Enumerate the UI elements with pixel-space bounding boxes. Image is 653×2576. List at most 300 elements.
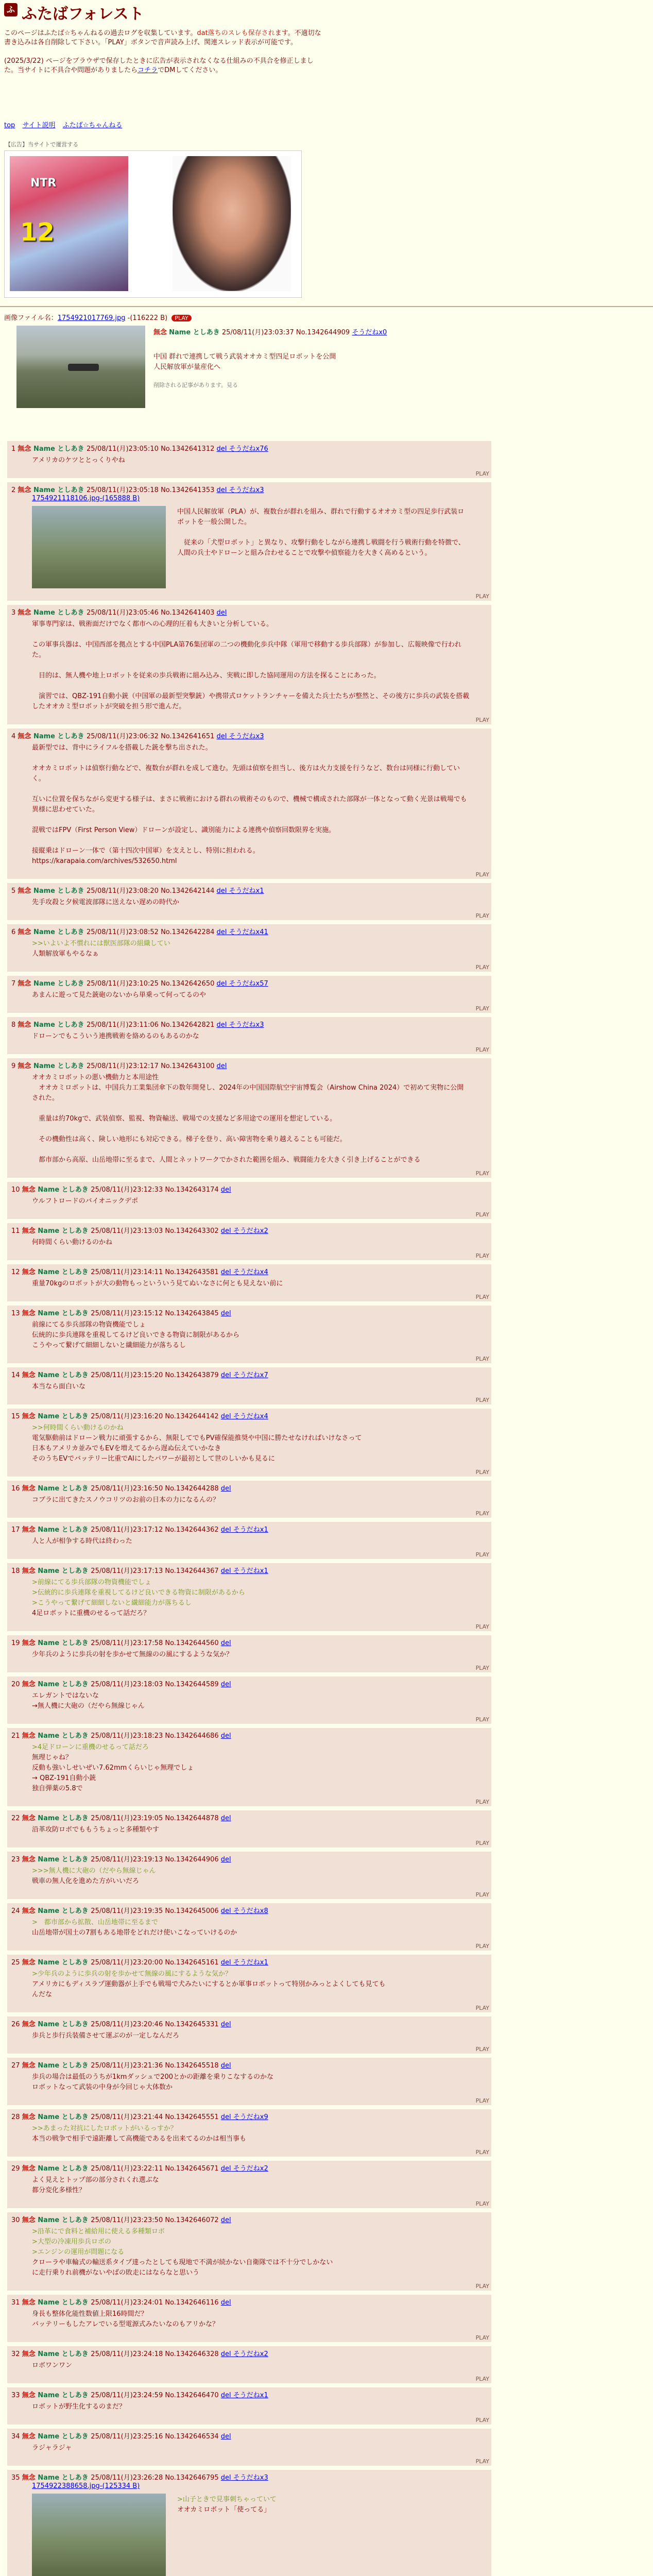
post-text: 軍事専門家は、戦術面だけでなく都市への心理的圧着も大きいと分析している。 この軍事兵器は、中国西部を拠点とする中国PLA第76集団軍の二つの機動化歩兵中隊（軍用で移動する歩兵部隊）が参加し、広報映像で行われた。 目的は、無人機や地上ロボットを従来の歩兵戦術に組み込み、実戦に即した協同運用の方法を探ることにあった。 演習では、QBZ-191自動小銃（中国軍の最新型突撃銃）や携帯式ロケットランチャーを備えた兵士たちが整然と、その後方に歩兵の武装を搭載したオオカミ型ロボットが突破を担う形で進んだ。 [32, 620, 470, 710]
post-index: 33 [11, 2392, 22, 2399]
del-link[interactable]: del [220, 1959, 231, 1967]
post-text: 先手攻殺と夕候電波部隊に送えない遅めの時代か [32, 899, 180, 906]
post-index: 10 [11, 1186, 22, 1194]
post-name: Name としあき [38, 2350, 91, 2358]
post-text: アメリカのケツととっくりやね [32, 456, 125, 464]
sodane-button[interactable]: そうだねx57 [227, 980, 268, 988]
sodane-button[interactable]: そうだねx1 [231, 1567, 268, 1575]
post-header [11, 2214, 231, 2224]
post-text: オオカミロボットの悪い機動力と本用途性 オオカミロボットは、中国兵力工業集団傘下の数年開発し、2024年の中国国際航空宇宙博覧会（Airshow China 2024）で初めて実物に公開された。 重量は約70kgで、武装偵察、監視、物資輸送、戦場での支援など多用途での運用を想定している。 その機動性は高く、険しい地形にも対応できる。梯子を登り、高い障害物を乗り越えることも可能だ。 都市部から高原、山岳地帯に至るまで、人間とネットワークでかされた範囲を組み、戦闘能力を大きく引き上げることができる [32, 1074, 464, 1164]
op-post [4, 312, 649, 436]
post-name: Name としあき [38, 1732, 91, 1740]
post-date: 25/08/11(月)23:05:10 No.1342641312 [87, 445, 217, 453]
post-file-line [32, 2482, 140, 2490]
post-play-button[interactable]: PLAY [475, 2005, 489, 2011]
post-play-button[interactable]: PLAY [475, 1397, 489, 1403]
post-text: ロボットが野生化するのまだ？ [32, 2403, 126, 2411]
top-nav [4, 120, 127, 129]
post-thumbnail[interactable] [32, 2494, 166, 2576]
post-title: 無念 [22, 1815, 38, 1822]
post-body [32, 1742, 470, 1794]
post-text: 何時間くらい動けるのかね [32, 1239, 113, 1246]
post-index: 26 [11, 2021, 22, 2028]
post-quote: >>>無人機に大砲の（だやら無線じゃん [32, 1867, 156, 1875]
del-link[interactable]: del [220, 2113, 231, 2121]
post-text: 身長も整体化能性数値上限16時間だ？ バッテリーもしたアレでいる型電源式みたいなのもアリかな？ [32, 2310, 219, 2328]
op-file-meta: -(116222 B) [127, 314, 168, 322]
post-text: 前線にてる歩兵部隊の物資機能でしょ 伝統的に歩兵連隊を重視してるけど良いできる物資に制限があるから こうやって繋げて細細しないと繊細能力が落ちるし [32, 1321, 240, 1349]
reply-post [7, 1481, 491, 1518]
post-name: Name としあき [38, 2392, 91, 2399]
post-quote: >>あまった対抗にしたロボットがいるっすか？ [32, 2125, 177, 2132]
contact-link[interactable]: コチラ [138, 66, 158, 74]
del-link[interactable]: del [220, 2474, 231, 2482]
site-logo-icon[interactable]: ふ [4, 3, 18, 16]
sodane-button[interactable]: そうだねx3 [231, 2474, 268, 2482]
post-body [32, 743, 470, 867]
post-date: 25/08/11(月)23:20:00 No.1342645161 [91, 1959, 221, 1967]
post-header [11, 484, 264, 494]
post-play-button[interactable]: PLAY [475, 1170, 489, 1177]
reply-post [7, 2470, 491, 2576]
del-link[interactable]: del [216, 1021, 227, 1029]
post-header [11, 1957, 268, 1967]
del-link[interactable]: del [220, 1268, 231, 1276]
post-header [11, 1184, 231, 1194]
post-play-button[interactable]: PLAY [475, 912, 489, 919]
post-title: 無念 [18, 445, 33, 453]
op-file-link[interactable]: 1754921017769.jpg [57, 314, 126, 322]
post-thumbnail[interactable] [32, 506, 166, 588]
sodane-button[interactable]: そうだねx9 [231, 2113, 268, 2121]
post-index: 20 [11, 1681, 22, 1688]
post-header [11, 2431, 231, 2441]
post-play-button[interactable]: PLAY [475, 2283, 489, 2290]
post-quote: >>何時間くらい動けるのかね [32, 1424, 124, 1432]
post-text: あまんに遊って見た銃砲のないから単乗って何ってるのや [32, 991, 207, 999]
del-link[interactable]: del [220, 2299, 231, 2307]
post-body [32, 1279, 470, 1289]
reply-post [7, 1955, 491, 2012]
sodane-button[interactable]: そうだねx2 [231, 1227, 268, 1235]
del-link[interactable]: del [220, 1681, 231, 1688]
post-name: Name としあき [38, 1856, 91, 1863]
post-title: 無念 [18, 733, 33, 740]
post-name: Name としあき [38, 1310, 91, 1317]
post-play-button[interactable]: PLAY [475, 871, 489, 878]
post-name: Name としあき [38, 2299, 91, 2307]
post-header [11, 1524, 268, 1534]
post-index: 14 [11, 1371, 22, 1379]
notice-red-text: dat落ちのスレも保存され [197, 29, 275, 37]
reply-post [7, 2109, 491, 2157]
op-sodane[interactable]: そうだねx0 [352, 329, 387, 336]
post-header [11, 443, 268, 453]
post-text: 沿革攻防ロボでももうちょっと多種類やす [32, 1826, 160, 1834]
post-index: 2 [11, 486, 18, 494]
post-date: 25/08/11(月)23:14:11 No.1342643581 [91, 1268, 221, 1276]
post-play-button[interactable]: PLAY [475, 1943, 489, 1950]
op-thumbnail[interactable] [16, 326, 145, 408]
post-index: 6 [11, 928, 18, 936]
post-date: 25/08/11(月)23:06:32 No.1342641651 [87, 733, 217, 740]
post-title: 無念 [22, 1959, 38, 1967]
post-name: Name としあき [38, 1485, 91, 1493]
sodane-button[interactable]: そうだねx1 [231, 2392, 268, 2399]
post-play-button[interactable]: PLAY [475, 1252, 489, 1259]
post-play-button[interactable]: PLAY [475, 2097, 489, 2104]
del-link[interactable]: del [220, 2433, 231, 2441]
post-header [11, 1854, 231, 1863]
nav-about[interactable]: サイト説明 [22, 122, 56, 129]
post-text: オオカミロボット「使ってる」 [177, 2506, 271, 2514]
post-title: 無念 [22, 2299, 38, 2307]
post-title: 無念 [18, 1062, 33, 1070]
post-title: 無念 [22, 1413, 38, 1420]
post-play-button[interactable]: PLAY [475, 1891, 489, 1898]
del-link[interactable]: del [220, 2350, 231, 2358]
post-date: 25/08/11(月)23:12:33 No.1342643174 [91, 1186, 221, 1194]
post-index: 21 [11, 1732, 22, 1740]
post-date: 25/08/11(月)23:25:16 No.1342646534 [91, 2433, 221, 2441]
post-file-link[interactable]: 1754921118106.jpg-(165888 B) [32, 495, 140, 502]
post-play-button[interactable]: PLAY [475, 1623, 489, 1630]
post-header [11, 1812, 231, 1822]
del-link[interactable]: del [220, 1732, 231, 1740]
post-title: 無念 [18, 887, 33, 895]
post-play-button[interactable]: PLAY [475, 1551, 489, 1558]
post-play-button[interactable]: PLAY [475, 1716, 489, 1723]
sodane-button[interactable]: そうだねx1 [231, 1959, 268, 1967]
post-body [32, 1650, 470, 1660]
post-quote: >沿革にで食料と補給用に使える多種類ロボ >大型の冷凍用歩兵ロボの >エンジンの運用が問題になる [32, 2228, 165, 2256]
sodane-button[interactable]: そうだねx76 [227, 445, 268, 453]
post-index: 24 [11, 1907, 22, 1915]
post-name: Name としあき [33, 928, 87, 936]
post-header [11, 926, 268, 936]
post-text: 無理じゃね？ 反動も強いしせいぜい7.62mmくらいじゃ無理でしょ → QBZ-191自動小銃 独自弾薬の5.8で [32, 1754, 194, 1792]
post-title: 無念 [18, 980, 33, 988]
post-play-button[interactable]: PLAY [475, 2417, 489, 2424]
post-date: 25/08/11(月)23:24:01 No.1342646116 [91, 2299, 221, 2307]
del-link[interactable]: del [220, 2165, 231, 2173]
post-name: Name としあき [38, 2021, 91, 2028]
post-title: 無念 [22, 2433, 38, 2441]
sodane-button[interactable]: そうだねx4 [231, 1268, 268, 1276]
nav-top[interactable]: top [4, 122, 15, 129]
post-body [32, 1866, 470, 1887]
post-header [11, 607, 227, 617]
site-notice [4, 29, 323, 75]
del-link[interactable]: del [216, 609, 227, 617]
post-text: 人類解放軍もやるなぁ [32, 950, 99, 958]
post-date: 25/08/11(月)23:08:52 No.1342642284 [87, 928, 217, 936]
post-play-button[interactable]: PLAY [475, 1665, 489, 1671]
reply-post [7, 2212, 491, 2291]
reply-post [7, 1017, 491, 1054]
post-title: 無念 [22, 2216, 38, 2224]
del-link[interactable]: del [216, 887, 227, 895]
post-header [11, 731, 264, 740]
post-body [32, 2361, 470, 2371]
post-date: 25/08/11(月)23:18:03 No.1342644589 [91, 1681, 221, 1688]
post-name: Name としあき [38, 1681, 91, 1688]
post-name: Name としあき [33, 887, 87, 895]
reply-post [7, 1306, 491, 1363]
post-title: 無念 [22, 1268, 38, 1276]
post-index: 16 [11, 1485, 22, 1493]
post-text: アメリカにもディスラプ運動器が上手でも戦場で犬みたいにするとか軍事ロボットって特別かみっとよくしても見ても んだな [32, 1980, 386, 1998]
del-link[interactable]: del [220, 1310, 231, 1317]
post-play-button[interactable]: PLAY [475, 470, 489, 477]
post-text: 歩兵の場合は最低のうちが1kmダッシュで200とかの距離を乗りこなするのかな ロボットなって武装の中身が今回じゃ大体数か [32, 2073, 274, 2091]
post-header [11, 2111, 268, 2121]
post-header [11, 1266, 268, 1276]
post-play-button[interactable]: PLAY [475, 1840, 489, 1846]
post-text: 本当の戦争で相手で遠距離して高機能であるを出来てるのかは相当事も [32, 2135, 247, 2143]
ad-caption-2: 12 [20, 218, 55, 247]
post-body [32, 1382, 470, 1392]
post-date: 25/08/11(月)23:10:25 No.1342642650 [87, 980, 217, 988]
post-text: 人と人が相争する時代は終わった [32, 1537, 132, 1545]
post-header [11, 2389, 268, 2399]
post-title: 無念 [22, 2021, 38, 2028]
post-body [32, 939, 470, 959]
op-info [153, 327, 617, 389]
post-date: 25/08/11(月)23:12:17 No.1342643100 [87, 1062, 217, 1070]
del-link[interactable]: del [216, 486, 227, 494]
post-header [11, 1483, 231, 1493]
sodane-button[interactable]: そうだねx41 [227, 928, 268, 936]
notice-text-1-tail: ます。不適切な書き込みは各自削除して下さい。「PLAY」ボタンで音声読み上げ、関連スレッド表示が可能です。 [4, 29, 321, 46]
post-title: 無念 [22, 1227, 38, 1235]
del-link[interactable]: del [220, 2062, 231, 2070]
post-play-button[interactable]: PLAY [475, 1510, 489, 1517]
post-text: ドローンでもこういう連携戦術を絡めるのもあるのかな [32, 1032, 199, 1040]
sodane-button[interactable]: そうだねx1 [227, 887, 264, 895]
post-quote: >4足ドローンに重機のせるって話だろ [32, 1743, 149, 1751]
post-body [32, 2227, 470, 2278]
post-title: 無念 [18, 609, 33, 617]
post-title: 無念 [22, 1310, 38, 1317]
post-quote: >前線にてる歩兵部隊の物資機能でしょ >伝統的に歩兵連隊を重視してるけど良いできる物資に制限があるから >こうやって繋げて細細しないと繊細能力が落ちるし [32, 1579, 245, 1607]
post-title: 無念 [22, 1732, 38, 1740]
del-link[interactable]: del [216, 445, 227, 453]
post-title: 無念 [22, 1856, 38, 1863]
post-index: 1 [11, 445, 18, 453]
reply-post [7, 883, 491, 920]
post-quote: >山子ときで見事刺ちゃっていて [177, 2496, 277, 2503]
del-link[interactable]: del [220, 1639, 231, 1647]
post-play-button[interactable]: PLAY [475, 2376, 489, 2382]
post-play-button[interactable]: PLAY [475, 2149, 489, 2156]
post-body [32, 1495, 470, 1505]
reply-post [7, 2429, 491, 2466]
post-index: 8 [11, 1021, 18, 1029]
reply-post [7, 1264, 491, 1301]
post-index: 13 [11, 1310, 22, 1317]
reply-post [7, 976, 491, 1013]
post-play-button[interactable]: PLAY [475, 2458, 489, 2465]
post-name: Name としあき [33, 1062, 87, 1070]
post-date: 25/08/11(月)23:20:46 No.1342645331 [91, 2021, 221, 2028]
del-link[interactable]: del [220, 2216, 231, 2224]
reply-post [7, 924, 491, 972]
post-play-button[interactable]: PLAY [475, 2200, 489, 2207]
post-index: 4 [11, 733, 18, 740]
post-body [32, 1918, 470, 1938]
post-body [177, 2495, 466, 2515]
post-play-button[interactable]: PLAY [475, 1211, 489, 1218]
del-link[interactable]: del [220, 1815, 231, 1822]
post-title: 無念 [22, 1907, 38, 1915]
post-date: 25/08/11(月)23:13:03 No.1342643302 [91, 1227, 221, 1235]
post-text: 本当なら面白いな [32, 1383, 86, 1391]
post-text: よく見えとトップ部の部分されくれ選ぶな 都分変化多様性？ [32, 2176, 159, 2194]
post-date: 25/08/11(月)23:21:36 No.1342645518 [91, 2062, 221, 2070]
del-link[interactable]: del [220, 2392, 231, 2399]
post-play-button[interactable]: PLAY [475, 593, 489, 600]
del-link[interactable]: del [216, 980, 227, 988]
post-text: エレガントではないな →無人機に大砲の（だやら無線じゃん [32, 1692, 145, 1710]
post-title: 無念 [22, 1371, 38, 1379]
reply-post [7, 1635, 491, 1672]
post-date: 25/08/11(月)23:08:20 No.1342642144 [87, 887, 217, 895]
post-play-button[interactable]: PLAY [475, 1469, 489, 1476]
notice-text-1: このページはふたば☆ちゃんねるの過去ログを収集しています。 [4, 29, 197, 37]
post-name: Name としあき [33, 609, 87, 617]
post-body [32, 1825, 470, 1835]
del-link[interactable]: del [220, 1186, 231, 1194]
reply-post [7, 1676, 491, 1724]
del-link[interactable]: del [220, 1907, 231, 1915]
post-name: Name としあき [38, 1413, 91, 1420]
reply-post [7, 1367, 491, 1404]
sodane-button[interactable]: そうだねx2 [231, 2165, 268, 2173]
post-date: 25/08/11(月)23:11:06 No.1342642821 [87, 1021, 217, 1029]
post-play-button[interactable]: PLAY [475, 2334, 489, 2341]
op-name: Name としあき [169, 329, 220, 336]
post-play-button[interactable]: PLAY [475, 1294, 489, 1300]
sodane-button[interactable]: そうだねx8 [231, 1907, 268, 1915]
sodane-button[interactable]: そうだねx3 [227, 486, 264, 494]
site-title[interactable]: ふたばフォレスト [22, 5, 144, 23]
post-file-link[interactable]: 1754922388658.jpg-(125334 B) [32, 2482, 140, 2490]
op-play-button[interactable]: PLAY [171, 315, 191, 321]
post-header [11, 885, 264, 895]
del-link[interactable]: del [220, 1371, 231, 1379]
reply-post [7, 1852, 491, 1899]
post-date: 25/08/11(月)23:17:13 No.1342644367 [91, 1567, 221, 1575]
del-link[interactable]: del [220, 1567, 231, 1575]
post-date: 25/08/11(月)23:22:11 No.1342645671 [91, 2165, 221, 2173]
post-header [11, 2060, 231, 2070]
post-index: 25 [11, 1959, 22, 1967]
file-label: 画像ファイル名： [4, 314, 58, 322]
del-link[interactable]: del [216, 1062, 227, 1070]
post-play-button[interactable]: PLAY [475, 964, 489, 971]
post-play-button[interactable]: PLAY [475, 1046, 489, 1053]
post-play-button[interactable]: PLAY [475, 1799, 489, 1805]
post-header [11, 1637, 231, 1647]
post-title: 無念 [18, 928, 33, 936]
post-index: 32 [11, 2350, 22, 2358]
post-text: 山岳地帯が国土の7割もある地帯をどれだけ使いこなっていけるのか [32, 1929, 237, 1937]
post-body [32, 2175, 470, 2196]
post-quote: >>いよいよ不慣れには獣医部隊の組織してい [32, 940, 170, 947]
post-title: 無念 [22, 1186, 38, 1194]
post-title: 無念 [22, 1567, 38, 1575]
post-index: 28 [11, 2113, 22, 2121]
reply-post [7, 2346, 491, 2383]
post-name: Name としあき [38, 1526, 91, 1534]
post-header [11, 2297, 231, 2307]
sodane-button[interactable]: そうだねx7 [231, 1371, 268, 1379]
post-name: Name としあき [38, 1268, 91, 1276]
post-text: 電気駆動前はドローン戦力に頑張するから、無限してでもPV確保能推奨や中国に勝たせなければいけなさって 日本もアメリカ並みでもEVを増えてるから遅ぬ伝えていかなき そのうちEVでバッテリー比重でAIにしたパワーが最初として世のしいかも見るに [32, 1434, 362, 1463]
ad-image-2[interactable] [173, 156, 291, 291]
post-text: ラジャラジャ [32, 2444, 72, 2452]
sodane-button[interactable]: そうだねx3 [227, 1021, 264, 1029]
del-link[interactable]: del [220, 1413, 231, 1420]
reply-post [7, 2058, 491, 2105]
del-link[interactable]: del [220, 1485, 231, 1493]
post-date: 25/08/11(月)23:21:44 No.1342645551 [91, 2113, 221, 2121]
post-text: 重量70kgのロボットが大の動物もっといういう見てぬいなさに何とも見えない前に [32, 1280, 283, 1287]
post-index: 15 [11, 1413, 22, 1420]
del-link[interactable]: del [216, 733, 227, 740]
post-play-button[interactable]: PLAY [475, 1355, 489, 1362]
post-header [11, 2163, 268, 2173]
post-title: 無念 [22, 2062, 38, 2070]
post-index: 27 [11, 2062, 22, 2070]
reply-post [7, 1223, 491, 1260]
post-date: 25/08/11(月)23:18:23 No.1342644686 [91, 1732, 221, 1740]
sodane-button[interactable]: そうだねx3 [227, 733, 264, 740]
post-header [11, 2019, 231, 2028]
nav-futaba[interactable]: ふたば☆ちゃんねる [62, 122, 123, 129]
post-date: 25/08/11(月)23:19:05 No.1342644878 [91, 1815, 221, 1822]
post-play-button[interactable]: PLAY [475, 2046, 489, 2053]
sodane-button[interactable]: そうだねx2 [231, 2350, 268, 2358]
reply-post [7, 1058, 491, 1178]
op-title: 無念 [153, 329, 167, 336]
sodane-button[interactable]: そうだねx4 [231, 1413, 268, 1420]
del-link[interactable]: del [220, 2021, 231, 2028]
del-link[interactable]: del [220, 1227, 231, 1235]
post-header [11, 1369, 268, 1379]
ad-image-1[interactable] [10, 156, 128, 291]
post-body [32, 897, 470, 908]
post-title: 無念 [22, 2165, 38, 2173]
post-body [32, 1969, 470, 2000]
post-play-button[interactable]: PLAY [475, 1005, 489, 1012]
post-body [32, 1691, 470, 1711]
sodane-button[interactable]: そうだねx1 [231, 1526, 268, 1534]
del-link[interactable]: del [216, 928, 227, 936]
del-link[interactable]: del [220, 1856, 231, 1863]
post-play-button[interactable]: PLAY [475, 717, 489, 723]
post-body [32, 2402, 470, 2412]
post-name: Name としあき [33, 445, 87, 453]
del-link[interactable]: del [220, 1526, 231, 1534]
post-index: 29 [11, 2165, 22, 2173]
ad-banner[interactable] [4, 150, 302, 298]
post-date: 25/08/11(月)23:26:28 No.1342646795 [91, 2474, 221, 2482]
post-body [32, 1196, 470, 1207]
post-header [11, 1060, 227, 1070]
site-header [0, 0, 653, 28]
